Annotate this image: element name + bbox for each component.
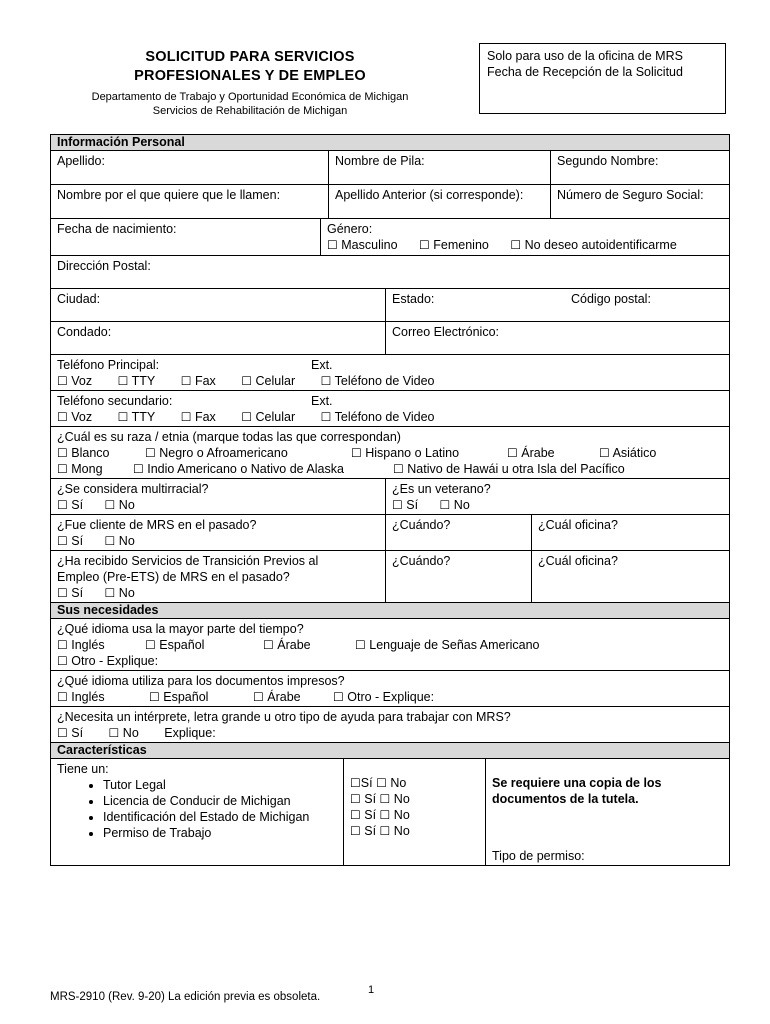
primary-phone-label: Teléfono Principal: [57, 358, 160, 372]
print-spanish-option[interactable]: ☐ Español [149, 690, 209, 704]
veteran-yes-option[interactable]: ☐ Sí [392, 498, 419, 512]
city-label: Ciudad: [57, 292, 101, 306]
section-header-needs: Sus necesidades [51, 603, 729, 619]
form-id-footer: MRS-2910 (Rev. 9-20) La edición previa es obsoleta. [50, 991, 321, 1003]
phone2-cell-option[interactable]: ☐ Celular [241, 410, 296, 424]
former-client-row [51, 515, 729, 551]
received-date-label: Fecha de Recepción de la Solicitud [487, 65, 683, 79]
department-name: Departamento de Trabajo y Oportunidad Económica de Michigan [91, 91, 409, 103]
form-title-line1: SOLICITUD PARA SERVICIOS [145, 49, 355, 65]
previous-last-name-label: Apellido Anterior (si corresponde): [335, 188, 524, 202]
office-use-box [479, 43, 726, 114]
language-asl-option[interactable]: ☐ Lenguaje de Señas Americano [355, 638, 540, 652]
interpreter-options [57, 725, 216, 741]
language-question: ¿Qué idioma usa la mayor parte del tiempo? [57, 622, 304, 636]
city-row [51, 289, 729, 322]
address-field[interactable] [51, 256, 730, 288]
phone2-tty-option[interactable]: ☐ TTY [117, 410, 156, 424]
pre-ets-question-line1: ¿Ha recibido Servicios de Transición Previos al [57, 554, 319, 568]
section-header-personal: Información Personal [51, 135, 729, 151]
dob-label: Fecha de nacimiento: [57, 222, 177, 236]
interpreter-row [51, 707, 729, 743]
former-client-no-option[interactable]: ☐ No [104, 534, 135, 548]
multiracial-no-option[interactable]: ☐ No [104, 498, 135, 512]
doc-drivers-license: • Licencia de Conducir de Michigan [103, 793, 337, 809]
work-permit-yes-option[interactable]: ☐ Sí [350, 824, 377, 838]
gender-option-male[interactable]: ☐ Masculino [327, 238, 398, 252]
phone2-fax-option[interactable]: ☐ Fax [180, 410, 216, 424]
documents-row [51, 759, 729, 865]
which-office-label: ¿Cuál oficina? [538, 554, 618, 568]
print-arabic-option[interactable]: ☐ Árabe [253, 690, 301, 704]
race-hmong-option[interactable]: ☐ Mong [57, 462, 103, 476]
multiracial-yes-option[interactable]: ☐ Sí [57, 498, 84, 512]
doc-state-id: • Identificación del Estado de Michigan [103, 809, 337, 825]
section-header-traits: Características [51, 743, 729, 759]
primary-phone-label-line[interactable] [57, 357, 333, 373]
alt-names-row [51, 185, 729, 219]
former-client-office-field[interactable] [531, 515, 730, 550]
multiracial-veteran-row [51, 479, 729, 515]
preferred-name-field[interactable] [51, 185, 328, 218]
state-id-yes-option[interactable]: ☐ Sí [350, 808, 377, 822]
secondary-phone-label: Teléfono secundario: [57, 394, 173, 408]
print-english-option[interactable]: ☐ Inglés [57, 690, 105, 704]
gender-field [320, 219, 730, 255]
race-white-option[interactable]: ☐ Blanco [57, 446, 110, 460]
pre-ets-field [51, 551, 385, 602]
documents-note-cell [485, 759, 730, 865]
application-form [50, 134, 730, 866]
race-native-american-option[interactable]: ☐ Indio Americano o Nativo de Alaska [133, 462, 344, 476]
interpreter-question: ¿Necesita un intérprete, letra grande u otro tipo de ayuda para trabajar con MRS? [57, 710, 511, 724]
checkbox-icon: ☐ [510, 238, 522, 252]
dob-field[interactable] [51, 219, 320, 255]
service-name: Servicios de Rehabilitación de Michigan [152, 105, 348, 117]
documents-list [57, 777, 337, 841]
middle-name-field[interactable] [550, 151, 730, 184]
print-language-question: ¿Qué idioma utiliza para los documentos impresos? [57, 674, 345, 688]
first-name-label: Nombre de Pila: [335, 154, 425, 168]
doc-guardian: • Tutor Legal [103, 777, 337, 793]
primary-phone-ext-label: Ext. [311, 358, 333, 372]
veteran-question: ¿Es un veterano? [392, 482, 491, 496]
county-field[interactable] [51, 322, 385, 354]
veteran-no-option[interactable]: ☐ No [439, 498, 470, 512]
primary-phone-row [51, 355, 729, 391]
former-client-yes-option[interactable]: ☐ Sí [57, 534, 84, 548]
checkbox-icon: ☐ [419, 238, 430, 252]
zip-field[interactable] [565, 289, 730, 321]
phone1-fax-option[interactable]: ☐ Fax [180, 374, 216, 388]
interpreter-explain-label: Explique: [164, 726, 216, 740]
zip-label: Código postal: [571, 292, 651, 306]
permit-type-label: Tipo de permiso: [492, 849, 585, 863]
guardian-note-line1: Se requiere una copia de los [492, 776, 662, 790]
form-title-line2: PROFESIONALES Y DE EMPLEO [134, 68, 366, 84]
work-permit-no-option[interactable]: ☐ No [379, 824, 410, 838]
phone1-video-option[interactable]: ☐ Teléfono de Video [320, 374, 435, 388]
race-asian-option[interactable]: ☐ Asiático [599, 446, 657, 460]
guardian-no-option[interactable]: ☐ No [376, 776, 407, 790]
print-language-row [51, 671, 729, 707]
multiracial-question: ¿Se considera multirracial? [57, 482, 209, 496]
office-use-label: Solo para uso de la oficina de MRS [487, 49, 683, 63]
race-arab-option[interactable]: ☐ Árabe [507, 446, 555, 460]
first-name-field[interactable] [328, 151, 550, 184]
primary-phone-type-options [57, 373, 435, 389]
language-other-option[interactable]: ☐ Otro - Explique: [57, 654, 159, 668]
former-client-field [51, 515, 385, 550]
phone1-voice-option[interactable]: ☐ Voz [57, 374, 93, 388]
names-row [51, 151, 729, 185]
county-row [51, 322, 729, 355]
phone1-cell-option[interactable]: ☐ Celular [241, 374, 296, 388]
pre-ets-office-field[interactable] [531, 551, 730, 602]
preferred-name-label: Nombre por el que quiere que le llamen: [57, 188, 281, 202]
phone2-voice-option[interactable]: ☐ Voz [57, 410, 93, 424]
language-spanish-option[interactable]: ☐ Español [145, 638, 205, 652]
last-name-field[interactable] [51, 151, 328, 184]
when-label: ¿Cuándo? [392, 554, 451, 568]
race-pacific-islander-option[interactable]: ☐ Nativo de Hawái u otra Isla del Pacífico [393, 462, 625, 476]
when-label: ¿Cuándo? [392, 518, 451, 532]
state-label: Estado: [392, 292, 435, 306]
gender-option-undisclosed[interactable]: ☐ No deseo autoidentificarme [510, 238, 677, 252]
ssn-field[interactable] [550, 185, 730, 218]
form-title-block [50, 48, 450, 118]
print-other-option[interactable]: ☐ Otro - Explique: [333, 690, 435, 704]
gender-option-female[interactable]: ☐ Femenino [419, 238, 489, 252]
pre-ets-question-line2: Empleo (Pre-ETS) de MRS en el pasado? [57, 570, 290, 584]
race-question: ¿Cuál es su raza / etnia (marque todas las que correspondan) [57, 430, 401, 444]
state-id-no-option[interactable]: ☐ No [379, 808, 410, 822]
secondary-phone-type-options [57, 409, 435, 425]
guardian-note-line2: documentos de la tutela. [492, 792, 639, 806]
phone2-video-option[interactable]: ☐ Teléfono de Video [320, 410, 435, 424]
county-label: Condado: [57, 325, 112, 339]
former-client-when-field[interactable] [385, 515, 531, 550]
interpreter-no-option[interactable]: ☐ No [108, 726, 139, 740]
pre-ets-row [51, 551, 729, 603]
address-row [51, 256, 729, 289]
city-field[interactable] [51, 289, 385, 321]
documents-list-cell [51, 759, 343, 865]
pre-ets-when-field[interactable] [385, 551, 531, 602]
veteran-field [385, 479, 730, 514]
race-hispanic-option[interactable]: ☐ Hispano o Latino [351, 446, 460, 460]
has-label: Tiene un: [57, 762, 109, 776]
doc-work-permit: • Permiso de Trabajo [103, 825, 337, 841]
gender-label: Género: [327, 222, 373, 236]
pre-ets-no-option[interactable]: ☐ No [104, 586, 135, 600]
multiracial-field [51, 479, 385, 514]
interpreter-yes-option[interactable]: ☐ Sí [57, 726, 84, 740]
page-number: 1 [368, 984, 375, 996]
previous-last-name-field[interactable] [328, 185, 550, 218]
address-label: Dirección Postal: [57, 259, 151, 273]
pre-ets-yes-option[interactable]: ☐ Sí [57, 586, 84, 600]
middle-name-label: Segundo Nombre: [557, 154, 659, 168]
last-name-label: Apellido: [57, 154, 105, 168]
former-client-question: ¿Fue cliente de MRS en el pasado? [57, 518, 257, 532]
ssn-label: Número de Seguro Social: [557, 188, 704, 202]
documents-yes-no-cell [343, 759, 485, 865]
secondary-phone-ext-label: Ext. [311, 394, 333, 408]
state-field[interactable] [385, 289, 565, 321]
permit-type-field[interactable] [492, 848, 585, 864]
race-row [51, 427, 729, 479]
license-yes-option[interactable]: ☐ Sí [350, 792, 377, 806]
license-no-option[interactable]: ☐ No [379, 792, 410, 806]
email-field[interactable] [385, 322, 730, 354]
email-label: Correo Electrónico: [392, 325, 499, 339]
phone1-tty-option[interactable]: ☐ TTY [117, 374, 156, 388]
language-arabic-option[interactable]: ☐ Árabe [263, 638, 311, 652]
which-office-label: ¿Cuál oficina? [538, 518, 618, 532]
language-row [51, 619, 729, 671]
checkbox-icon: ☐ [327, 238, 338, 252]
secondary-phone-label-line[interactable] [57, 393, 333, 409]
language-english-option[interactable]: ☐ Inglés [57, 638, 105, 652]
dob-gender-row [51, 219, 729, 256]
secondary-phone-row [51, 391, 729, 427]
guardian-yes-option[interactable]: ☐Sí [350, 776, 373, 790]
race-black-option[interactable]: ☐ Negro o Afroamericano [145, 446, 288, 460]
